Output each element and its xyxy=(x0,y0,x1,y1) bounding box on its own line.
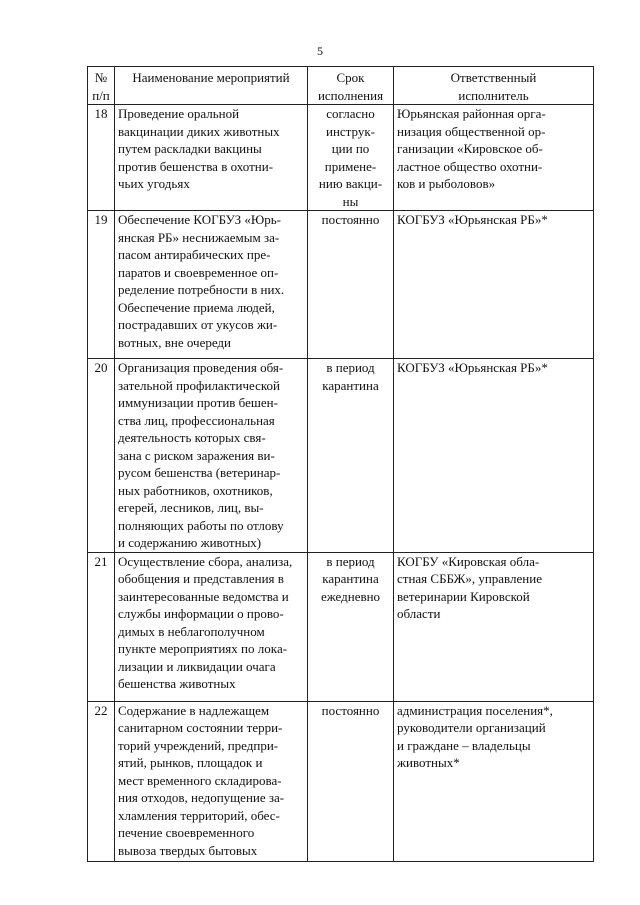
measure-name: Обеспечение КОГБУЗ «Юрь- янская РБ» неснижаемым за- пасом антирабических пре- паратов и своевременное оп- ределение потребности в них. Обеспечение приема людей, пострадавших от укусов жи- вотных, вне очереди xyxy=(115,211,308,359)
execution-term: постоянно xyxy=(308,211,394,359)
measure-name: Организация проведения обя- зательной профилактической иммунизации против бешен- ства лиц, профессиональная деятельность которых свя- зана с риском заражения ви- русом бешенства (ветеринар- ных работников, охотников, егерей, лесников, лиц, вы- полняющих работы по отлову и содержанию животных) xyxy=(115,359,308,553)
responsible-executor: КОГБУЗ «Юрьянская РБ»* xyxy=(394,359,594,553)
measure-name: Осуществление сбора, анализа, обобщения и представления в заинтересованные ведомства и службы информации о прово- димых в неблагополучном пункте мероприятиях по локa- лизации и ликвидации очага бешенства животных xyxy=(115,552,308,701)
execution-term: согласно инструк- ции по примене- нию вакци- ны xyxy=(308,105,394,211)
responsible-executor: КОГБУЗ «Юрьянская РБ»* xyxy=(394,211,594,359)
header-responsible: Ответственный исполнитель xyxy=(394,67,594,105)
header-number: № п/п xyxy=(88,67,115,105)
execution-term: постоянно xyxy=(308,701,394,861)
responsible-executor: администрация поселения*, руководители организаций и граждане – владельцы животных* xyxy=(394,701,594,861)
responsible-executor: Юрьянская районная орга- низация общественной ор- ганизации «Кировское об- ластное общество охотни- ков и рыболовов» xyxy=(394,105,594,211)
execution-term: в период карантина xyxy=(308,359,394,553)
measures-table xyxy=(87,66,594,862)
execution-term: в период карантина ежедневно xyxy=(308,552,394,701)
table-row xyxy=(88,701,594,861)
page-number: 5 xyxy=(317,44,323,58)
measure-name: Проведение оральной вакцинации диких животных путем раскладки вакцины против бешенства в охотни- чьих угодьях xyxy=(115,105,308,211)
table-row xyxy=(88,105,594,211)
header-term: Срок исполнения xyxy=(308,67,394,105)
table-row xyxy=(88,359,594,553)
row-number: 21 xyxy=(88,552,115,701)
header-measure-name: Наименование мероприятий xyxy=(115,67,308,105)
row-number: 20 xyxy=(88,359,115,553)
table-header-row xyxy=(88,67,594,105)
table-row xyxy=(88,211,594,359)
row-number: 22 xyxy=(88,701,115,861)
row-number: 18 xyxy=(88,105,115,211)
table-row xyxy=(88,552,594,701)
responsible-executor: КОГБУ «Кировская обла- стная СББЖ», управление ветеринарии Кировской области xyxy=(394,552,594,701)
row-number: 19 xyxy=(88,211,115,359)
measure-name: Содержание в надлежащем санитарном состоянии терри- торий учреждений, предпри- ятий, рынков, площадок и мест временного складирова- ния отходов, недопущение за- хламления территорий, обес- печение своевременного вывоза твердых бытовых xyxy=(115,701,308,861)
